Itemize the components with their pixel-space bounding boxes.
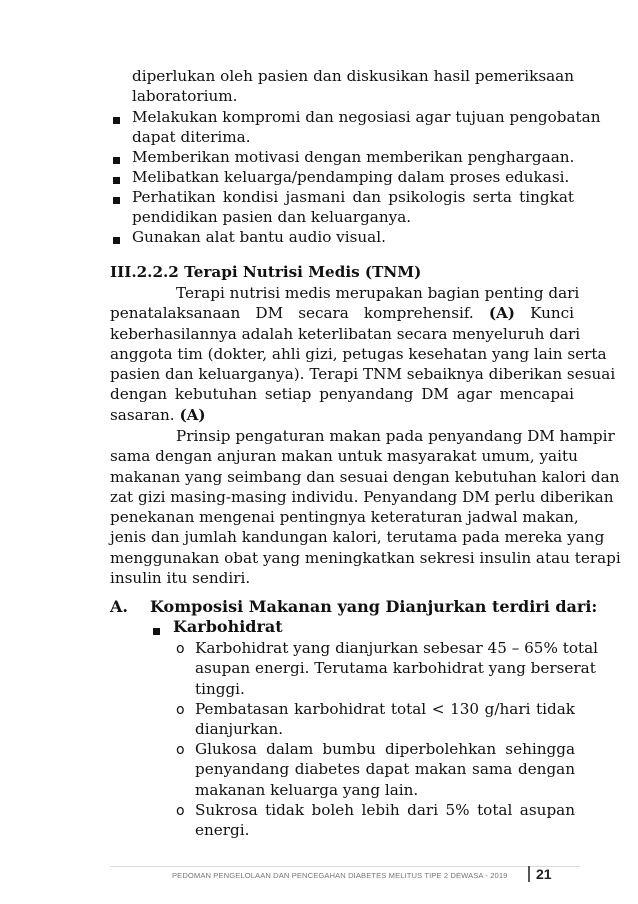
square-bullet-icon bbox=[113, 237, 120, 244]
list-item-text: energi. bbox=[195, 821, 250, 840]
list-item-text: Melakukan kompromi dan negosiasi agar tujuan pengobatan bbox=[132, 108, 601, 126]
paragraph-line: dengan kebutuhan setiap penyandang DM agar mencapai bbox=[110, 385, 574, 404]
paragraph-line: zat gizi masing-masing individu. Penyandang DM perlu diberikan bbox=[110, 487, 614, 506]
list-item-text: dianjurkan. bbox=[195, 720, 284, 739]
list-item-text: penyandang diabetes dapat makan sama dengan bbox=[195, 760, 575, 779]
evidence-level: (A) bbox=[488, 304, 515, 323]
list-item-text: Gunakan alat bantu audio visual. bbox=[132, 228, 386, 246]
list-item-text: Karbohidrat yang dianjurkan sebesar 45 – 65% total bbox=[195, 639, 598, 657]
list-item-text: Melibatkan keluarga/pendamping dalam proses edukasi. bbox=[132, 168, 570, 186]
paragraph-line bbox=[110, 303, 574, 323]
list-item-text: Pembatasan karbohidrat total < 130 g/hari tidak bbox=[195, 700, 575, 718]
evidence-level: (A) bbox=[179, 405, 206, 424]
paragraph-line: makanan yang seimbang dan sesuai dengan kebutuhan kalori dan bbox=[110, 467, 620, 486]
footer-divider bbox=[110, 866, 580, 867]
square-bullet-icon bbox=[113, 157, 120, 164]
list-item-text: asupan energi. Terutama karbohidrat yang berserat bbox=[195, 659, 596, 678]
paragraph bbox=[110, 426, 621, 588]
paragraph-line: insulin itu sendiri. bbox=[110, 569, 251, 588]
list-item-text: pendidikan pasien dan keluarganya. bbox=[132, 208, 412, 227]
list-item bbox=[195, 638, 598, 699]
footer-title: PEDOMAN PENGELOLAAN DAN PENCEGAHAN DIABETES MELITUS TIPE 2 DEWASA - 2019 bbox=[172, 871, 508, 880]
paragraph-line: menggunakan obat yang meningkatkan sekresi insulin atau terapi bbox=[110, 548, 621, 567]
square-bullet-icon bbox=[113, 117, 120, 124]
bullet-title: Karbohidrat bbox=[173, 617, 283, 636]
list-item-text: Perhatikan kondisi jasmani dan psikologis serta tingkat bbox=[132, 188, 574, 206]
intro-list bbox=[132, 66, 574, 107]
list-item bbox=[195, 739, 575, 800]
subsection-marker: A. bbox=[110, 597, 128, 616]
list-item-text: Memberikan motivasi dengan memberikan penghargaan. bbox=[132, 148, 575, 166]
list-item bbox=[132, 107, 601, 148]
circle-bullet-icon: o bbox=[176, 742, 185, 758]
list-item bbox=[132, 187, 574, 228]
paragraph-line: penekanan mengenai pentingnya keteraturan jadwal makan, bbox=[110, 508, 579, 527]
list-item-continued-line: laboratorium. bbox=[132, 87, 238, 106]
paragraph bbox=[110, 283, 616, 425]
circle-bullet-icon: o bbox=[176, 702, 185, 718]
square-bullet-icon bbox=[113, 197, 120, 204]
list-item bbox=[132, 147, 574, 167]
list-item-text: dapat diterima. bbox=[132, 128, 251, 147]
footer-separator bbox=[528, 866, 530, 882]
page-number: 21 bbox=[536, 866, 552, 882]
circle-bullet-icon: o bbox=[176, 803, 185, 819]
paragraph-line: keberhasilannya adalah keterlibatan secara menyeluruh dari bbox=[110, 324, 581, 343]
section-heading: III.2.2.2 Terapi Nutrisi Medis (TNM) bbox=[110, 263, 422, 281]
square-bullet-icon bbox=[113, 177, 120, 184]
circle-bullet-icon: o bbox=[176, 641, 185, 657]
list-item-text: makanan keluarga yang lain. bbox=[195, 780, 419, 799]
list-item bbox=[132, 167, 574, 187]
list-item bbox=[195, 800, 575, 841]
paragraph-text: Kunci bbox=[530, 304, 575, 323]
paragraph-text: penatalaksanaan DM secara komprehensif. bbox=[110, 304, 474, 323]
list-item-text: Sukrosa tidak boleh lebih dari 5% total asupan bbox=[195, 801, 575, 819]
list-item bbox=[195, 699, 575, 740]
paragraph-text: sasaran. bbox=[110, 405, 175, 424]
square-bullet-icon bbox=[153, 628, 160, 635]
subsection-title: Komposisi Makanan yang Dianjurkan terdiri dari: bbox=[150, 597, 598, 616]
paragraph-line: Prinsip pengaturan makan pada penyandang DM hampir bbox=[176, 427, 615, 445]
paragraph-line: anggota tim (dokter, ahli gizi, petugas kesehatan yang lain serta bbox=[110, 344, 607, 363]
paragraph-line: jenis dan jumlah kandungan kalori, terutama pada mereka yang bbox=[110, 528, 605, 547]
list-item bbox=[132, 227, 574, 247]
paragraph-line bbox=[110, 405, 574, 425]
paragraph-line: Terapi nutrisi medis merupakan bagian penting dari bbox=[176, 284, 580, 302]
list-item-continued-line: diperlukan oleh pasien dan diskusikan hasil pemeriksaan bbox=[132, 67, 574, 85]
list-item-text: tinggi. bbox=[195, 679, 245, 698]
paragraph-line: sama dengan anjuran makan untuk masyarakat umum, yaitu bbox=[110, 447, 578, 466]
list-item-text: Glukosa dalam bumbu diperbolehkan sehingga bbox=[195, 740, 575, 758]
paragraph-line: pasien dan keluarganya). Terapi TNM sebaiknya diberikan sesuai bbox=[110, 365, 616, 384]
